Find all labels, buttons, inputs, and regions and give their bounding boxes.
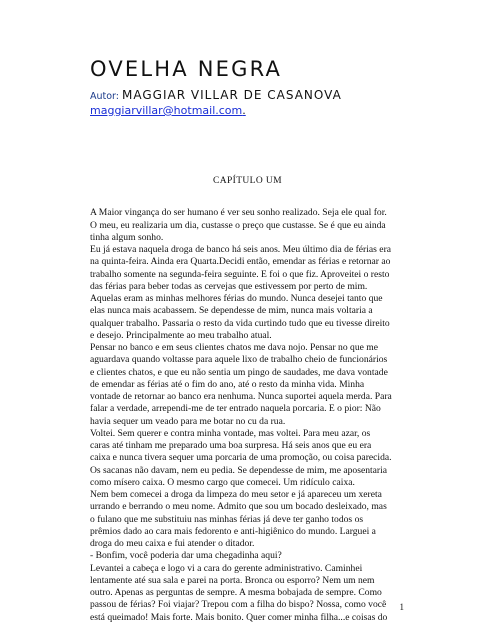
body-line: trabalho somente na segunda-feira seguinte. E foi o que fiz. Aproveitei o resto	[90, 268, 390, 280]
page-number: 1	[399, 602, 404, 612]
body-line: Os sacanas não davam, nem eu pedia. Se dependesse de mim, me aposentaria	[90, 464, 388, 476]
body-line: e clientes chatos, e que eu não sentia um pingo de saudades, me dava vontade	[90, 366, 388, 378]
author-line	[90, 88, 342, 102]
body-line: caras até tinham me preparado uma boa surpresa. Há seis anos que eu era	[90, 440, 372, 451]
body-line: aguardava quando voltasse para aquele lixo de trabalho cheio de funcionários	[90, 354, 388, 366]
body-line: Levantei a cabeça e logo vi a cara do gerente administrativo. Caminhei	[90, 562, 363, 574]
body-line: outro. Apenas as perguntas de sempre. A mesma bobajada de sempre. Como	[90, 587, 382, 598]
body-line: está queimado! Mais forte. Mais bonito. Quer comer minha filha...e coisas do	[90, 611, 388, 623]
body-line: Eu já estava naquela droga de banco há seis anos. Meu último dia de férias era	[90, 244, 392, 255]
body-line: urrando e berrando o meu nome. Admito que sou um bocado desleixado, mas	[90, 501, 387, 513]
author-label: Autor:	[90, 91, 123, 102]
body-line: o fulano que me substituiu nas minhas férias já deve ter ganho todos os	[90, 513, 364, 525]
body-line: A Maior vingança do ser humano é ver seu sonho realizado. Seja ele qual for.	[90, 207, 387, 219]
body-line: qualquer trabalho. Passaria o resto da vida curtindo tudo que eu tivesse direito	[90, 317, 390, 329]
body-line: - Bonfim, você poderia dar uma chegadinha aqui?	[90, 550, 282, 562]
body-line: caixa e nunca tivera sequer uma porcaria de uma promoção, ou coisa parecida.	[90, 452, 392, 464]
body-line: Nem bem comecei a droga da limpeza do meu setor e já apareceu um xereta	[90, 489, 382, 500]
author-email-link[interactable]: maggiarvillar@hotmail.com	[90, 104, 243, 117]
body-line: falar a verdade, arrependi-me de ter entrado naquela porcaria. E o pior: Não	[90, 403, 381, 415]
body-line: Pensar no banco e em seus clientes chatos me dava nojo. Pensar no que me	[90, 342, 378, 353]
body-line: O meu, eu realizaria um dia, custasse o preço que custasse. Se é que eu ainda	[90, 219, 386, 231]
body-line: elas nunca mais acabassem. Se dependesse de mim, nunca mais voltaria a	[90, 305, 373, 317]
body-line: droga do meu caixa e fui atender o ditador.	[90, 538, 255, 549]
body-line: havia sequer um veado para me botar no cu da rua.	[90, 415, 286, 427]
body-line: prêmios dado ao cara mais fedorento e anti-higiênico do mundo. Larguei a	[90, 525, 376, 537]
email-suffix: .	[242, 104, 246, 117]
body-line: vontade de retornar ao banco era nenhuma. Nunca suportei aquela merda. Para	[90, 391, 392, 402]
chapter-heading: CAPÍTULO UM	[212, 176, 283, 186]
body-line: das férias para beber todas as cervejas que estivessem por perto de mim.	[90, 280, 368, 292]
body-line: de emendar as férias até o fim do ano, até o resto da minha vida. Minha	[90, 378, 365, 390]
document-title: OVELHA NEGRA	[90, 57, 283, 81]
body-line: Aquelas eram as minhas melhores férias do mundo. Nunca desejei tanto que	[90, 293, 383, 304]
author-name: MAGGIAR VILLAR DE CASANOVA	[122, 88, 342, 102]
body-line: e desejo. Principalmente ao meu trabalho atual.	[90, 329, 272, 341]
body-line	[90, 195, 406, 207]
body-line: passou de férias? Foi viajar? Trepou com a filha do bispo? Nossa, como você	[90, 599, 387, 611]
email-line	[90, 104, 246, 117]
body-line: Voltei. Sem querer e contra minha vontade, mas voltei. Para meu azar, os	[90, 427, 371, 439]
body-line: tinha algum sonho.	[90, 231, 164, 243]
body-line: lentamente até sua sala e parei na porta. Bronca ou esporro? Nem um nem	[90, 574, 375, 586]
body-text	[90, 195, 406, 624]
body-line: como mísero caixa. O mesmo cargo que comecei. Um ridículo caixa.	[90, 476, 355, 488]
body-line: na quinta-feira. Ainda era Quarta.Decidi então, emendar as férias e retornar ao	[90, 256, 391, 268]
